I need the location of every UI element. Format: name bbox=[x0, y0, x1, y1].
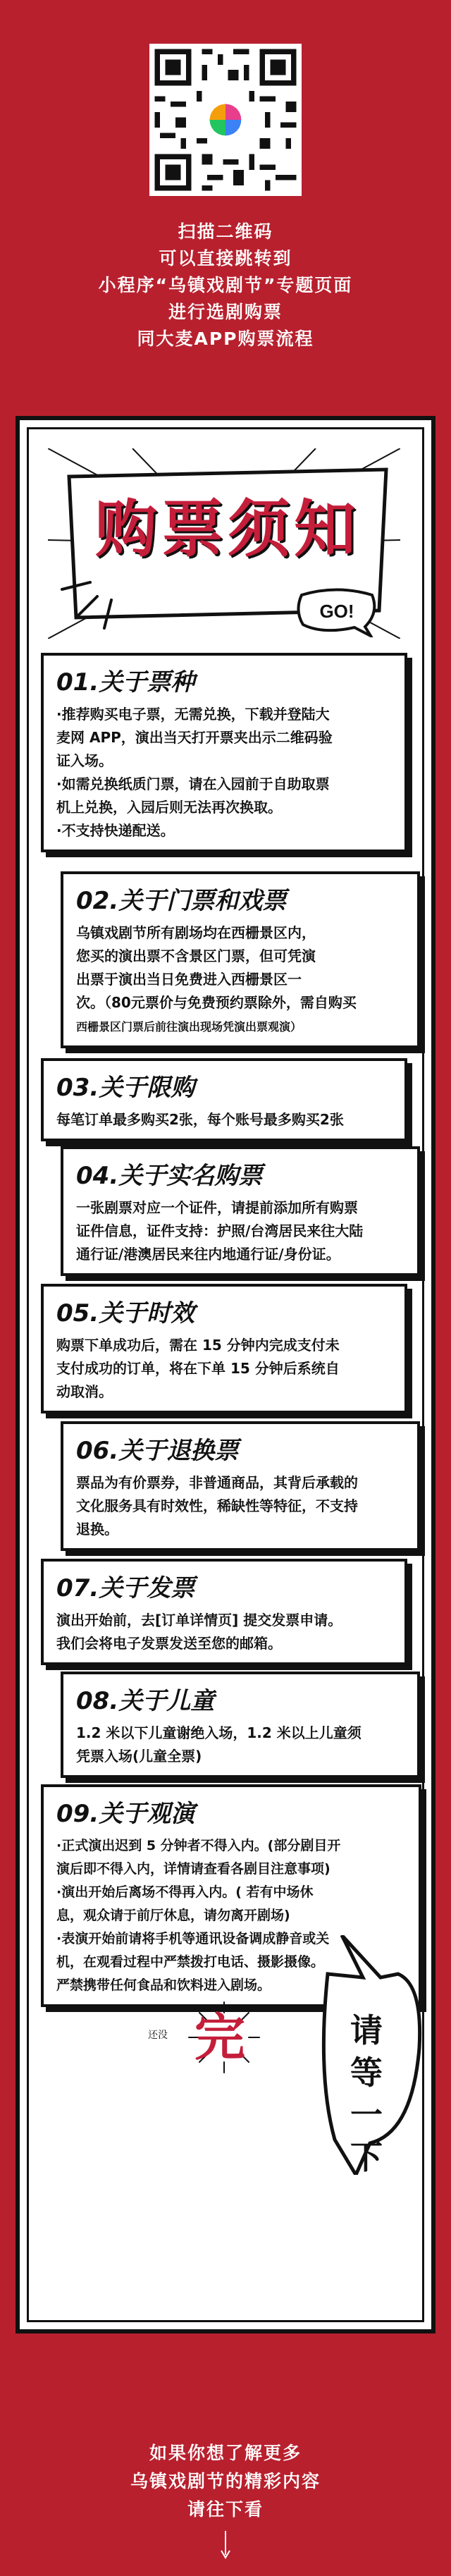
notice-title: 购票须知 bbox=[94, 492, 360, 565]
section-refund bbox=[61, 1421, 420, 1551]
scan-line: 进行选剧购票 bbox=[168, 302, 283, 322]
wait-char: 等 bbox=[350, 2054, 383, 2092]
end-label: 还没 bbox=[148, 2030, 168, 2041]
section-children bbox=[61, 1672, 420, 1778]
section-title: 09.关于观演 bbox=[56, 1800, 195, 1828]
section-body: ·推荐购买电子票，无需兑换，下载并登陆大 麦网 APP，演出当天打开票夹出示二维码验 证入场。 ·如需兑换纸质门票，请在入园前于自助取票 机上兑换，入园后则无法再次换取。 ·不支持快递配送。 bbox=[56, 706, 333, 839]
section-body: 购票下单成功后，需在 15 分钟内完成支付未 支付成功的订单，将在下单 15 分钟后系统自 动取消。 bbox=[56, 1337, 340, 1400]
section-purchase-limit bbox=[41, 1058, 407, 1141]
scan-instructions bbox=[0, 219, 451, 352]
qr-code[interactable] bbox=[149, 44, 302, 196]
wait-text bbox=[345, 2009, 388, 2178]
more-info-text bbox=[0, 2439, 451, 2524]
section-body: 演出开始前，去[订单详情页] 提交发票申请。 我们会将电子发票发送至您的邮箱。 bbox=[56, 1612, 342, 1652]
go-label: GO! bbox=[319, 601, 354, 622]
section-title: 01.关于票种 bbox=[56, 668, 195, 697]
more-info-line: 乌镇戏剧节的精彩内容 bbox=[130, 2471, 321, 2491]
section-title: 05.关于时效 bbox=[56, 1299, 195, 1327]
section-body: 票品为有价票券，非普通商品，其背后承载的 文化服务具有时效性，稀缺性等特征，不支持 退换。 bbox=[76, 1474, 358, 1538]
section-body: 每笔订单最多购买2张，每个账号最多购买2张 bbox=[56, 1111, 344, 1128]
section-title: 08.关于儿童 bbox=[76, 1687, 215, 1715]
section-time-limit bbox=[41, 1284, 407, 1413]
section-body: 乌镇戏剧节所有剧场均在西栅景区内， 您买的演出票不含景区门票，但可凭演 出票于演出当日免费进入西栅景区一 次。（80元票价与免费预约票除外，需自购买 西栅景区门票后前往演出现场凭演出票观演） bbox=[76, 924, 357, 1034]
section-body: 1.2 米以下儿童谢绝入场，1.2 米以上儿童须 凭票入场(儿童全票) bbox=[76, 1724, 362, 1765]
section-admission-and-show-ticket bbox=[61, 871, 420, 1048]
end-char: 完 bbox=[194, 2007, 246, 2067]
scan-line: 同大麦APP购票流程 bbox=[137, 329, 314, 349]
section-title: 04.关于实名购票 bbox=[76, 1162, 263, 1190]
more-info-line: 请往下看 bbox=[187, 2499, 264, 2520]
section-title: 02.关于门票和戏票 bbox=[76, 887, 287, 915]
wait-char: 请 bbox=[350, 2011, 383, 2049]
section-title: 07.关于发票 bbox=[56, 1574, 195, 1602]
go-speech-bubble bbox=[295, 588, 379, 637]
qr-code-icon bbox=[149, 44, 302, 196]
scan-line: 扫描二维码 bbox=[178, 221, 273, 242]
section-body: ·正式演出迟到 5 分钟者不得入内。(部分剧目开 演后即不得入内，详情请查看各剧目注意事项) ·演出开始后离场不得再入内。( 若有中场休 息，观众请于前厅休息，请勿离开剧场) ·表演开始前请将手机等通讯设备调成静音或关 机，在观看过程中严禁拨打电话、摄影摄像。 严禁携带任何食品和饮料进入剧场。 bbox=[56, 1838, 341, 1993]
arrow-down-icon bbox=[220, 2531, 231, 2559]
section-ticket-type bbox=[41, 653, 407, 852]
section-invoice bbox=[41, 1559, 407, 1665]
section-real-name bbox=[61, 1146, 420, 1276]
scan-line: 可以直接跳转到 bbox=[159, 248, 292, 269]
wait-char: 下 bbox=[350, 2138, 383, 2176]
scan-line: 小程序“乌镇戏剧节”专题页面 bbox=[98, 275, 353, 295]
section-body: 一张剧票对应一个证件，请提前添加所有购票 证件信息，证件支持：护照/台湾居民来往大陆 通行证/港澳居民来往内地通行证/身份证。 bbox=[76, 1199, 364, 1263]
more-info-line: 如果你想了解更多 bbox=[149, 2443, 302, 2463]
section-title: 06.关于退换票 bbox=[76, 1437, 239, 1465]
section-title: 03.关于限购 bbox=[56, 1074, 195, 1102]
wait-char: 一 bbox=[350, 2096, 383, 2134]
